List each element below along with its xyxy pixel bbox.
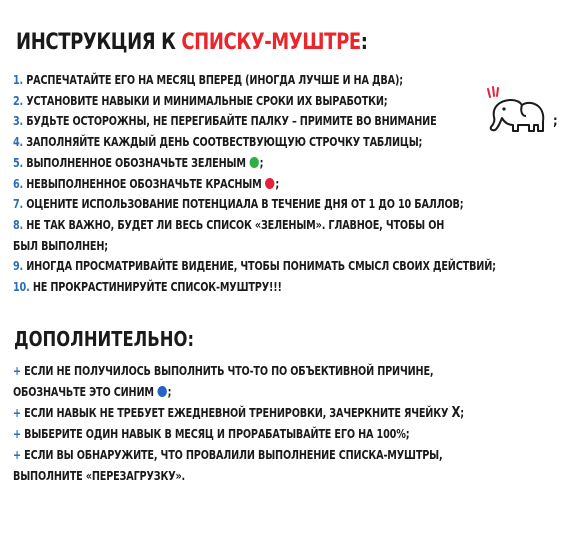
list-item	[13, 111, 495, 132]
plus-icon: +	[13, 405, 21, 421]
item-text: ВЫПОЛНИТЕ «ПЕРЕЗАГРУЗКУ».	[13, 467, 186, 483]
item-text: ЕСЛИ НАВЫК НЕ ТРЕБУЕТ ЕЖЕДНЕВНОЙ ТРЕНИРОВКИ, ЗАЧЕРКНИТЕ ЯЧЕЙКУ	[24, 405, 449, 421]
list-item	[13, 174, 495, 195]
plus-icon: +	[13, 446, 21, 462]
item-text: ОБОЗНАЧЬТЕ ЭТО СИНИМ	[13, 383, 154, 399]
list-item	[13, 194, 495, 215]
item-text: НЕВЫПОЛНЕННОЕ ОБОЗНАЧЬТЕ КРАСНЫМ	[26, 175, 262, 191]
list-item	[13, 91, 495, 112]
item-text: ЗАПОЛНЯЙТЕ КАЖДЫЙ ДЕНЬ СООТВЕСТВУЮЩУЮ СТРОЧКУ ТАБЛИЦЫ;	[26, 134, 423, 150]
list-item	[13, 256, 495, 277]
list-item	[13, 402, 495, 424]
item-text: БУДЬТЕ ОСТОРОЖНЫ, НЕ ПЕРЕГИБАЙТЕ ПАЛКУ – ПРИМИТЕ ВО ВНИМАНИЕ	[26, 113, 437, 129]
item-punct: ;	[460, 405, 464, 421]
title-prefix: ИНСТРУКЦИЯ К	[16, 30, 182, 55]
list-item	[13, 153, 495, 174]
item-number: 5.	[13, 154, 24, 170]
item-number: 3.	[13, 113, 24, 129]
list-item	[13, 132, 495, 153]
green-dot-icon	[249, 157, 258, 168]
item-text: УСТАНОВИТЕ НАВЫКИ И МИНИМАЛЬНЫЕ СРОКИ ИХ ВЫРАБОТКИ;	[26, 92, 388, 108]
item-text: НЕ ПРОКРАСТИНИРУЙТЕ СПИСОК-МУШТРУ!!!	[32, 279, 282, 295]
list-item	[13, 445, 495, 466]
blue-dot-icon	[157, 386, 166, 397]
list-item	[13, 277, 495, 298]
list-item-continuation	[13, 466, 495, 487]
item-text: ЕСЛИ НЕ ПОЛУЧИЛОСЬ ВЫПОЛНИТЬ ЧТО-ТО ПО ОБЪЕКТИВНОЙ ПРИЧИНЕ,	[24, 363, 434, 378]
item-text: ОЦЕНИТЕ ИСПОЛЬЗОВАНИЕ ПОТЕНЦИАЛА В ТЕЧЕНИЕ ДНЯ ОТ 1 ДО 10 БАЛЛОВ;	[26, 196, 464, 212]
item-number: 8.	[13, 216, 24, 232]
plus-icon: +	[13, 426, 21, 442]
item-number: 1.	[13, 72, 24, 87]
list-item-continuation	[13, 382, 495, 403]
item-text: РАСПЕЧАТАЙТЕ ЕГО НА МЕСЯЦ ВПЕРЕД (ИНОГДА ЛУЧШЕ И НА ДВА);	[26, 72, 403, 87]
list-item-continuation	[13, 236, 495, 257]
item-number: 7.	[13, 196, 24, 212]
item-text: ВЫПОЛНЕННОЕ ОБОЗНАЧЬТЕ ЗЕЛЕНЫМ	[26, 154, 246, 170]
list-item	[13, 70, 495, 91]
item-punct: ;	[275, 175, 280, 191]
red-dot-icon	[265, 178, 274, 189]
item-number: 9.	[13, 258, 24, 274]
list-item	[13, 361, 495, 382]
item-text: БЫЛ ВЫПОЛНЕН;	[13, 237, 108, 253]
page-title	[16, 30, 368, 55]
additional-list	[13, 361, 573, 486]
title-accent: СПИСКУ-МУШТРЕ	[181, 30, 361, 55]
item-text: ИНОГДА ПРОСМАТРИВАЙТЕ ВИДЕНИЕ, ЧТОБЫ ПОНИМАТЬ СМЫСЛ СВОИХ ДЕЙСТВИЙ;	[26, 258, 496, 274]
item-number: 4.	[13, 134, 24, 150]
item-punct: ;	[259, 154, 264, 170]
item-text: ЕСЛИ ВЫ ОБНАРУЖИТЕ, ЧТО ПРОВАЛИЛИ ВЫПОЛНЕНИЕ СПИСКА-МУШТРЫ,	[24, 446, 443, 462]
item-number: 6.	[13, 175, 24, 191]
elephant-icon	[478, 85, 552, 137]
item-number: 2.	[13, 92, 24, 108]
item-text: ВЫБЕРИТЕ ОДИН НАВЫК В МЕСЯЦ И ПРОРАБАТЫВАЙТЕ ЕГО НА 100%;	[24, 426, 410, 442]
item-punct: ;	[167, 383, 172, 399]
item-punct: ;	[553, 114, 558, 129]
title-suffix: :	[360, 30, 368, 55]
list-item	[13, 424, 495, 445]
plus-icon: +	[13, 363, 21, 378]
item-number: 10.	[13, 279, 30, 295]
cross-icon: X	[451, 403, 461, 422]
list-item	[13, 215, 495, 236]
item-text: НЕ ТАК ВАЖНО, БУДЕТ ЛИ ВЕСЬ СПИСОК «ЗЕЛЕНЫМ». ГЛАВНОЕ, ЧТОБЫ ОН	[26, 216, 445, 232]
section-title-additional: ДОПОЛНИТЕЛЬНО:	[14, 327, 195, 351]
